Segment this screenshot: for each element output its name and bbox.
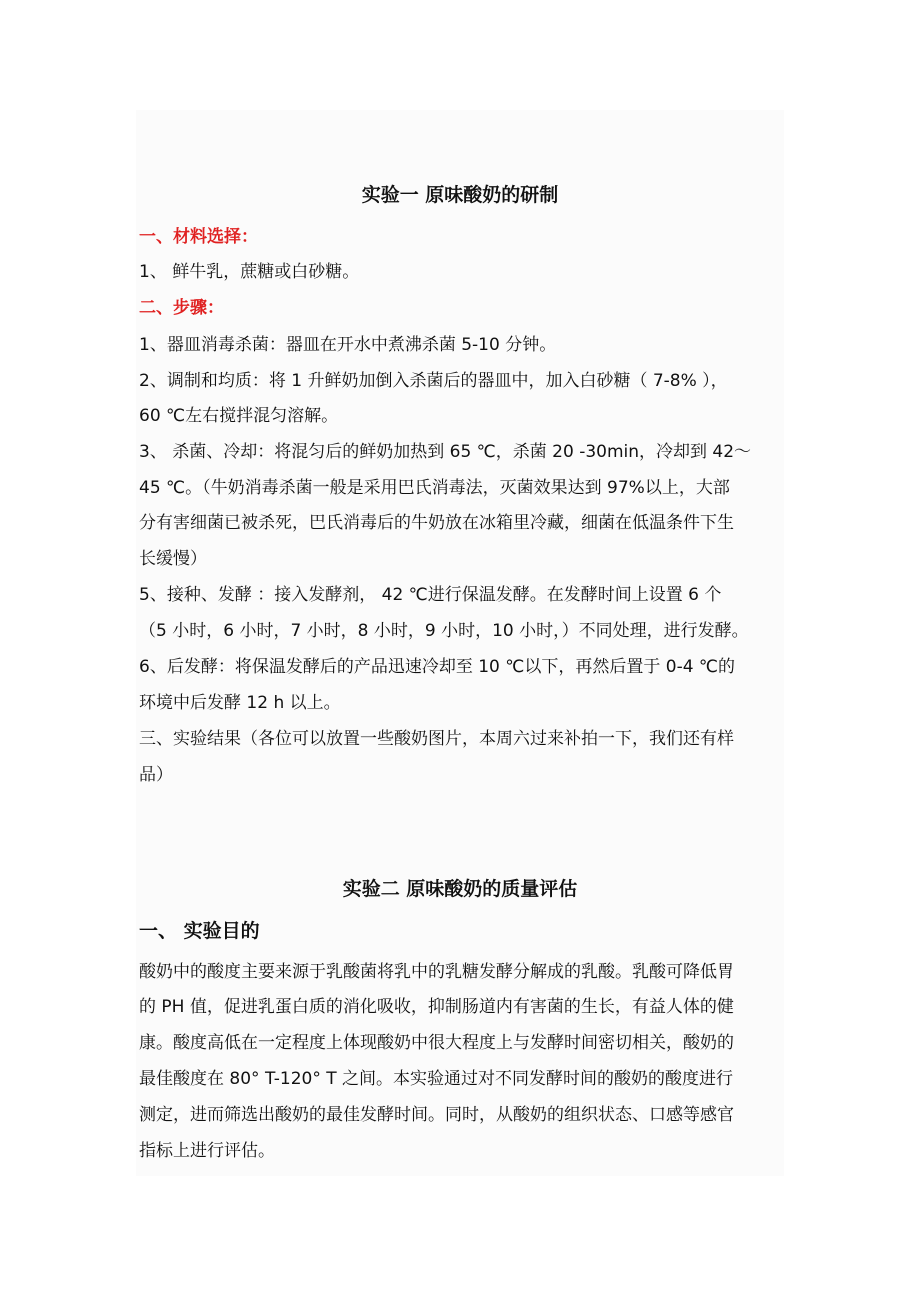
text-line: 的 PH 值，促进乳蛋白质的消化吸收，抑制肠道内有害菌的生长，有益人体的健 [139, 997, 734, 1017]
experiment2-title: 实验二 原味酸奶的质量评估 [342, 878, 578, 900]
materials-item: 1、 鲜牛乳，蔗糖或白砂糖。 [139, 262, 360, 282]
text-line: 60 ℃左右搅拌混匀溶解。 [139, 406, 339, 426]
text-line: 指标上进行评估。 [139, 1141, 275, 1161]
text-line: 45 ℃。（牛奶消毒杀菌一般是采用巴氏消毒法，灭菌效果达到 97%以上，大部 [139, 478, 730, 498]
text-line: 1、器皿消毒杀菌：器皿在开水中煮沸杀菌 5-10 分钟。 [139, 335, 557, 355]
text-line: 6、后发酵：将保温发酵后的产品迅速冷却至 10 ℃以下，再然后置于 0-4 ℃的 [139, 657, 736, 677]
text-line: 3、 杀菌、冷却：将混匀后的鲜奶加热到 65 ℃，杀菌 20 -30min，冷却到 42～ [139, 442, 752, 462]
text-line: （5 小时，6 小时，7 小时，8 小时，9 小时，10 小时，）不同处理，进行发酵。 [139, 621, 749, 641]
text-line: 5、接种、发酵 ：接入发酵剂， 42 ℃进行保温发酵。在发酵时间上设置 6 个 [139, 585, 722, 605]
text-line: 测定，进而筛选出酸奶的最佳发酵时间。同时，从酸奶的组织状态、口感等感官 [139, 1105, 734, 1125]
experiment1-title: 实验一 原味酸奶的研制 [361, 184, 559, 206]
materials-heading: 一、材料选择： [139, 227, 258, 247]
text-line: 长缓慢） [139, 549, 207, 569]
text-line: 酸奶中的酸度主要来源于乳酸菌将乳中的乳糖发酵分解成的乳酸。乳酸可降低胃 [139, 962, 734, 982]
text-line: 分有害细菌已被杀死，巴氏消毒后的牛奶放在冰箱里冷藏，细菌在低温条件下生 [139, 513, 734, 533]
text-line: 品） [139, 765, 173, 785]
steps-heading: 二、步骤： [139, 298, 224, 318]
text-line: 环境中后发酵 12 h 以上。 [139, 693, 341, 713]
text-line: 2、调制和均质：将 1 升鲜奶加倒入杀菌后的器皿中，加入白砂糖（ 7-8% ）， [139, 371, 728, 391]
purpose-heading: 一、 实验目的 [139, 920, 260, 942]
text-line: 最佳酸度在 80° T-120° T 之间。本实验通过对不同发酵时间的酸奶的酸度进行 [139, 1069, 734, 1089]
text-line: 康。酸度高低在一定程度上体现酸奶中很大程度上与发酵时间密切相关，酸奶的 [139, 1033, 734, 1053]
text-line: 三、实验结果（各位可以放置一些酸奶图片，本周六过来补拍一下，我们还有样 [139, 729, 734, 749]
